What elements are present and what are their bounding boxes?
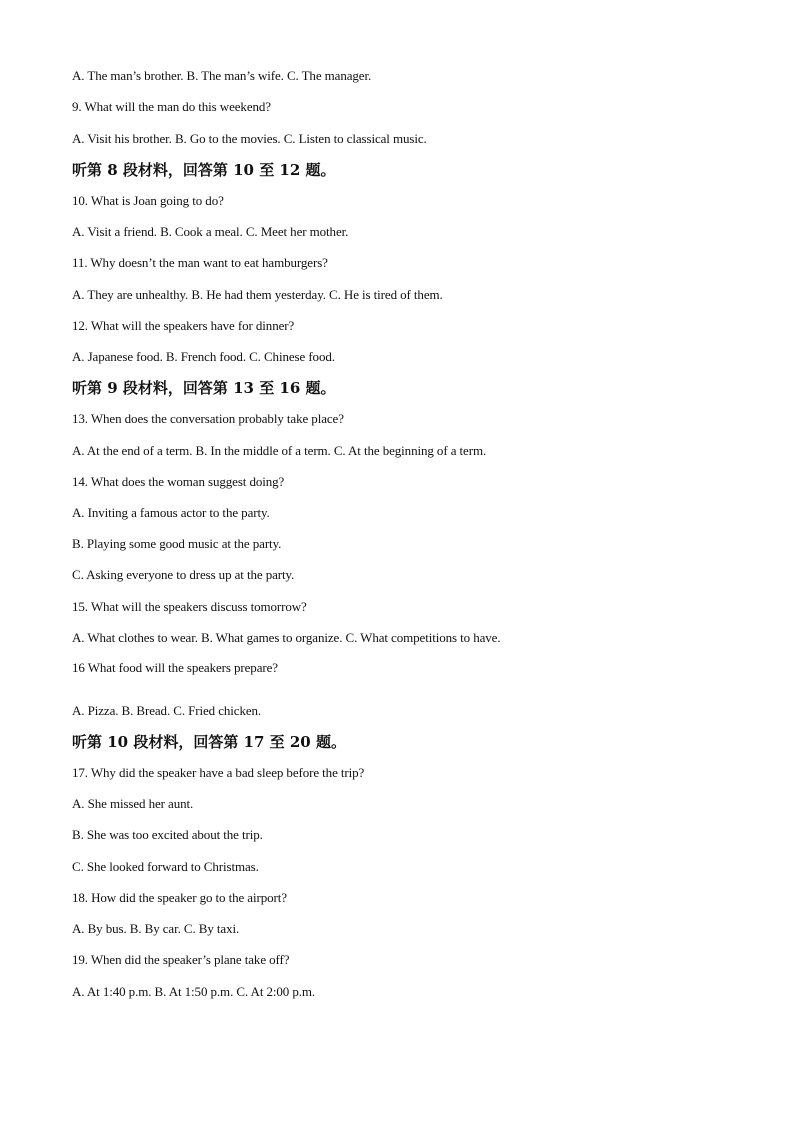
question-16: 16 What food will the speakers prepare? <box>72 660 278 675</box>
option-c-q17: C. She looked forward to Christmas. <box>72 859 259 874</box>
option-line-q19: A. At 1:40 p.m. B. At 1:50 p.m. C. At 2:00 p.m. <box>72 984 316 999</box>
option-line-q12: A. Japanese food. B. French food. C. Chinese food. <box>72 349 335 364</box>
option-a-q17: A. She missed her aunt. <box>72 796 194 811</box>
option-line-q16: A. Pizza. B. Bread. C. Fried chicken. <box>72 703 262 718</box>
question-17: 17. Why did the speaker have a bad sleep before the trip? <box>72 765 365 780</box>
question-11: 11. Why doesn’t the man want to eat hamburgers? <box>72 255 328 270</box>
section-heading-10: 听第 10 段材料，回答第 17 至 20 题。 <box>72 733 346 751</box>
question-9: 9. What will the man do this weekend? <box>72 99 271 114</box>
option-c-q14: C. Asking everyone to dress up at the party. <box>72 567 295 582</box>
question-18: 18. How did the speaker go to the airport? <box>72 890 287 905</box>
option-line-q11: A. They are unhealthy. B. He had them yesterday. C. He is tired of them. <box>72 287 443 302</box>
option-line-q9: A. Visit his brother. B. Go to the movies. C. Listen to classical music. <box>72 131 427 146</box>
option-line-q10: A. Visit a friend. B. Cook a meal. C. Meet her mother. <box>72 224 349 239</box>
question-10: 10. What is Joan going to do? <box>72 193 224 208</box>
question-12: 12. What will the speakers have for dinner? <box>72 318 295 333</box>
section-heading-9: 听第 9 段材料，回答第 13 至 16 题。 <box>72 379 336 397</box>
option-line-q18: A. By bus. B. By car. C. By taxi. <box>72 921 240 936</box>
option-a-q14: A. Inviting a famous actor to the party. <box>72 505 270 520</box>
option-line-q13: A. At the end of a term. B. In the middle of a term. C. At the beginning of a term. <box>72 443 487 458</box>
option-line-q15: A. What clothes to wear. B. What games to organize. C. What competitions to have. <box>72 630 501 645</box>
question-19: 19. When did the speaker’s plane take off? <box>72 952 290 967</box>
question-14: 14. What does the woman suggest doing? <box>72 474 285 489</box>
option-line-q8: A. The man’s brother. B. The man’s wife. C. The manager. <box>72 68 372 83</box>
question-13: 13. When does the conversation probably take place? <box>72 411 344 426</box>
option-b-q14: B. Playing some good music at the party. <box>72 536 282 551</box>
question-15: 15. What will the speakers discuss tomorrow? <box>72 599 307 614</box>
section-heading-8: 听第 8 段材料，回答第 10 至 12 题。 <box>72 161 336 179</box>
option-b-q17: B. She was too excited about the trip. <box>72 827 263 842</box>
